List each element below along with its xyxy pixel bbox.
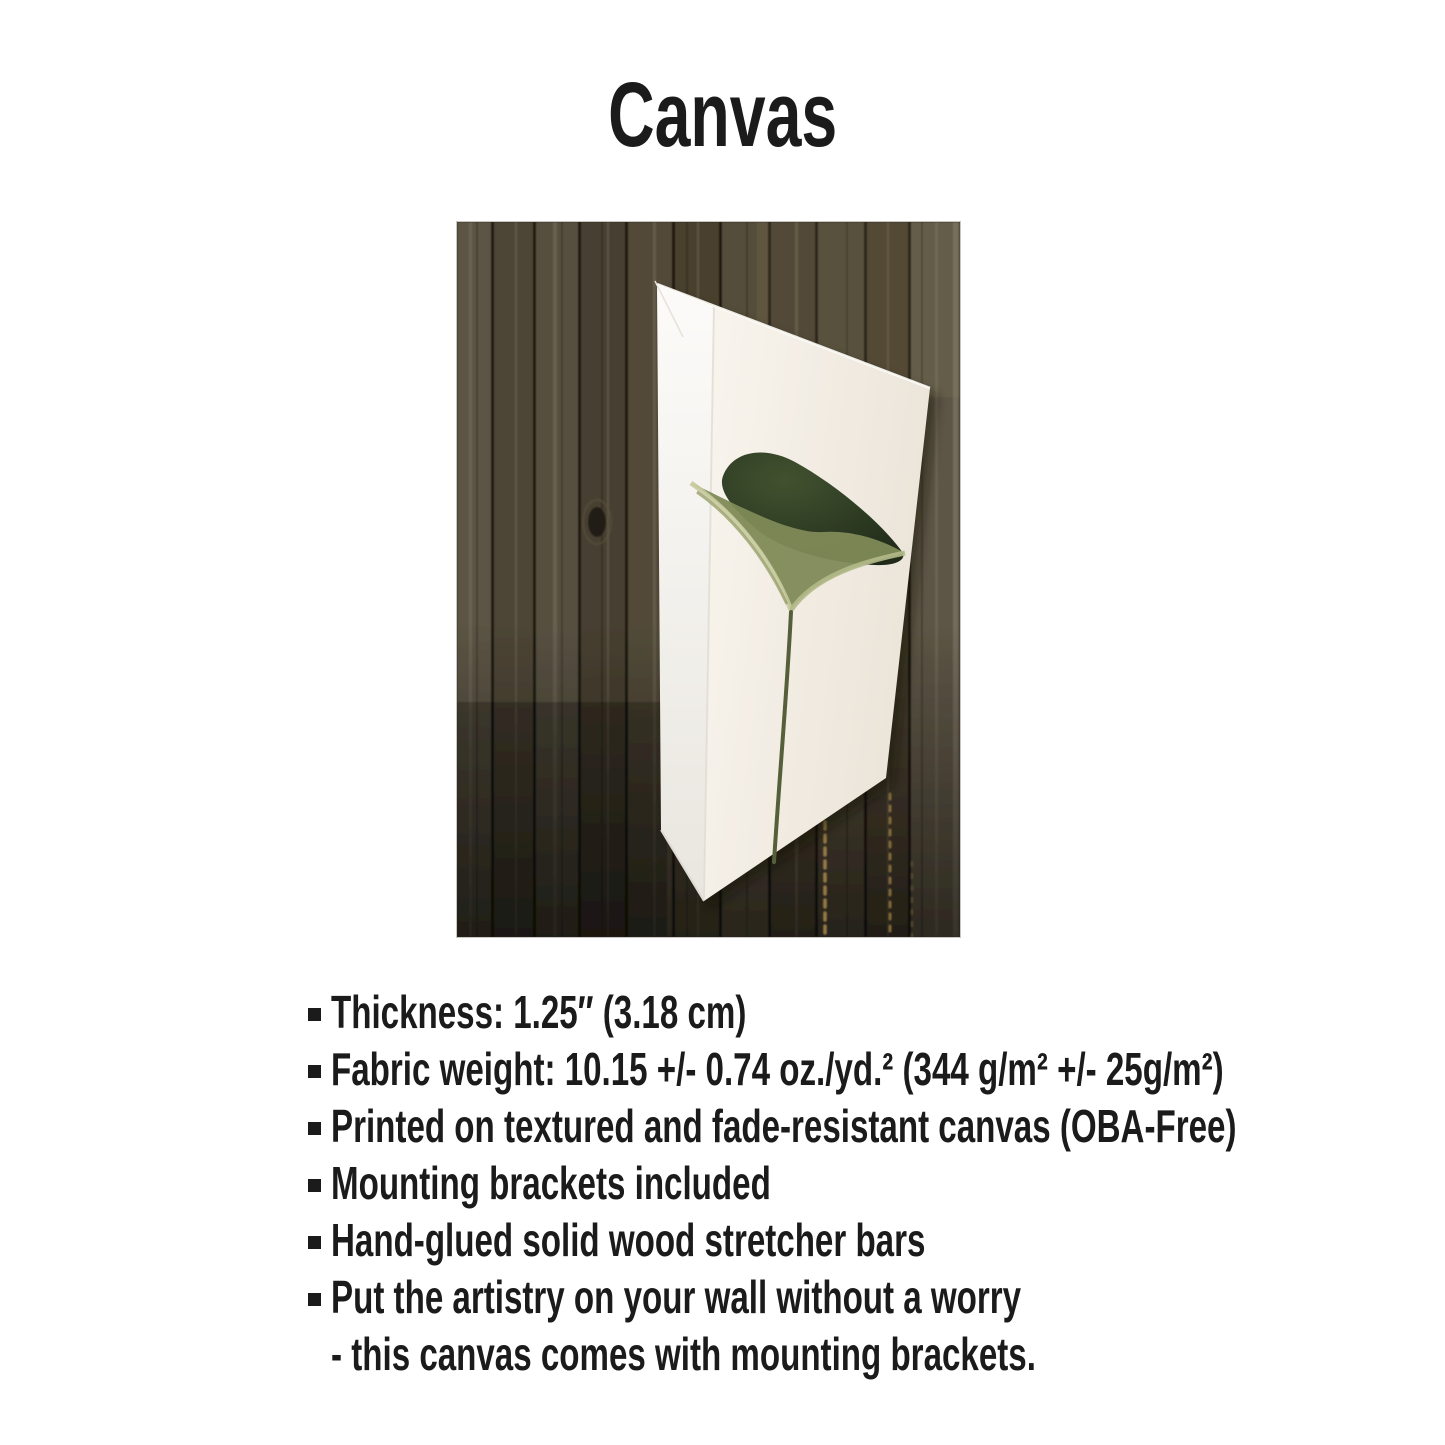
page-title: Canvas <box>607 64 838 166</box>
bullet-square-icon <box>308 1236 321 1249</box>
spec-item <box>308 1041 1408 1098</box>
spec-item <box>308 1155 1408 1212</box>
product-photo <box>456 221 961 938</box>
spec-item-text: - this canvas comes with mounting brackets. <box>331 1328 1036 1380</box>
spec-list <box>308 984 1408 1383</box>
spec-item <box>308 1098 1408 1155</box>
spec-item-text: Mounting brackets included <box>331 1157 771 1209</box>
bullet-square-icon <box>308 1008 321 1021</box>
bullet-square-icon <box>308 1065 321 1078</box>
spec-item-text: Printed on textured and fade-resistant canvas (OBA-Free) <box>331 1100 1237 1152</box>
spec-item-text: Put the artistry on your wall without a worry <box>331 1271 1022 1323</box>
spec-item-text: Thickness: 1.25″ (3.18 cm) <box>331 986 747 1038</box>
bullet-square-icon <box>308 1122 321 1135</box>
spec-item <box>308 1212 1408 1269</box>
spec-item-text: Fabric weight: 10.15 +/- 0.74 oz./yd.² (344 g/m² +/- 25g/m²) <box>331 1043 1224 1095</box>
spec-item <box>308 1269 1408 1326</box>
bullet-square-icon <box>308 1179 321 1192</box>
spec-item-text: Hand-glued solid wood stretcher bars <box>331 1214 926 1266</box>
spec-item <box>308 984 1408 1041</box>
bullet-square-icon <box>308 1293 321 1306</box>
canvas-product-photo <box>457 222 960 937</box>
spec-item <box>308 1326 1408 1383</box>
